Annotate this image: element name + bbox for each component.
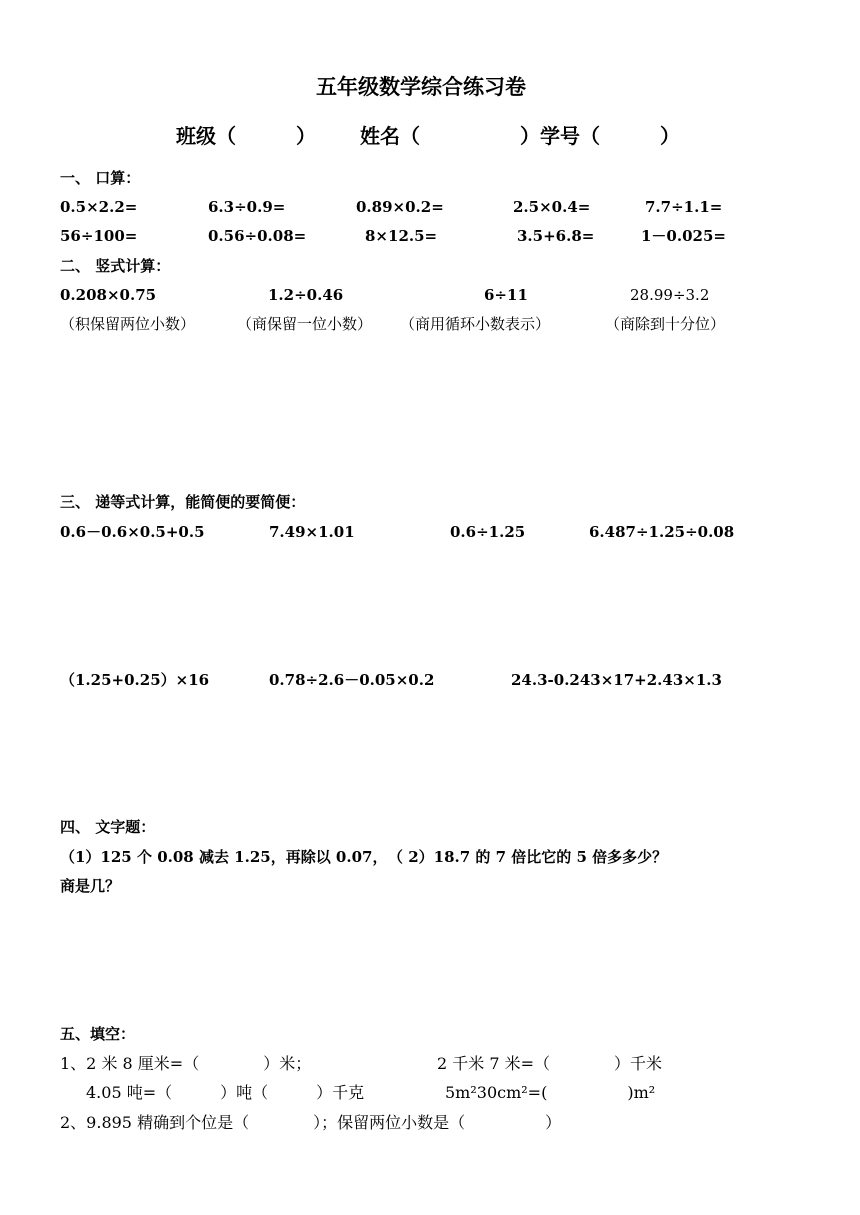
fill-blank-3: 2、9.895 精确到个位是（ ）；保留两位小数是（ ） [60,1113,562,1132]
name-number-fields: 姓名（ ）学号（ ） [360,124,680,148]
word-problem-1: （1）125 个 0.08 减去 1.25，再除以 0.07， [60,848,388,866]
vertical-calc-note: （商除到十分位） [605,315,726,333]
step-calc-problem: 6.487÷1.25÷0.08 [589,523,735,541]
step-calc-problem: 0.6÷1.25 [450,523,526,541]
mental-math-item: 8×12.5= [365,227,438,245]
mental-math-item: 0.5×2.2= [60,198,138,216]
fill-blank-2-right: 5m²30cm²=( )m² [445,1083,656,1102]
step-calc-problem: 7.49×1.01 [269,523,355,541]
vertical-calc-note: （商保留一位小数） [237,315,373,333]
mental-math-item: 0.56÷0.08= [208,227,307,245]
mental-math-item: 2.5×0.4= [513,198,591,216]
class-field: 班级（ ） [176,124,316,148]
section5-heading: 五、填空： [60,1025,136,1043]
fill-blank-1-right: 2 千米 7 米=（ ）千米 [437,1054,663,1073]
section2-heading: 二、 竖式计算： [60,257,171,275]
section3-heading: 三、 递等式计算，能简便的要简便： [60,493,306,511]
vertical-calc-problem: 1.2÷0.46 [268,286,344,304]
mental-math-item: 1－0.025= [641,227,726,245]
mental-math-item: 56÷100= [60,227,138,245]
section4-heading: 四、 文字题： [60,818,156,836]
vertical-calc-problem: 6÷11 [484,286,528,304]
step-calc-problem: （1.25+0.25）×16 [60,671,210,689]
page-title: 五年级数学综合练习卷 [316,74,526,99]
vertical-calc-problem: 28.99÷3.2 [630,286,710,304]
mental-math-item: 6.3÷0.9= [208,198,286,216]
vertical-calc-note: （积保留两位小数） [60,315,196,333]
mental-math-item: 7.7÷1.1= [645,198,723,216]
mental-math-item: 3.5+6.8= [517,227,595,245]
section1-heading: 一、 口算： [60,169,141,187]
word-problem-2: （ 2）18.7 的 7 倍比它的 5 倍多多少？ [388,848,668,866]
vertical-calc-problem: 0.208×0.75 [60,286,157,304]
fill-blank-1-left: 1、2 米 8 厘米=（ ）米； [60,1054,312,1073]
step-calc-problem: 0.6－0.6×0.5+0.5 [60,523,205,541]
step-calc-problem: 0.78÷2.6－0.05×0.2 [269,671,435,689]
step-calc-problem: 24.3-0.243×17+2.43×1.3 [511,671,722,689]
fill-blank-2-left: 4.05 吨=（ ）吨（ ）千克 [86,1083,365,1102]
vertical-calc-note: （商用循环小数表示） [400,315,551,333]
mental-math-item: 0.89×0.2= [356,198,444,216]
word-problem-1-cont: 商是几？ [60,877,121,895]
